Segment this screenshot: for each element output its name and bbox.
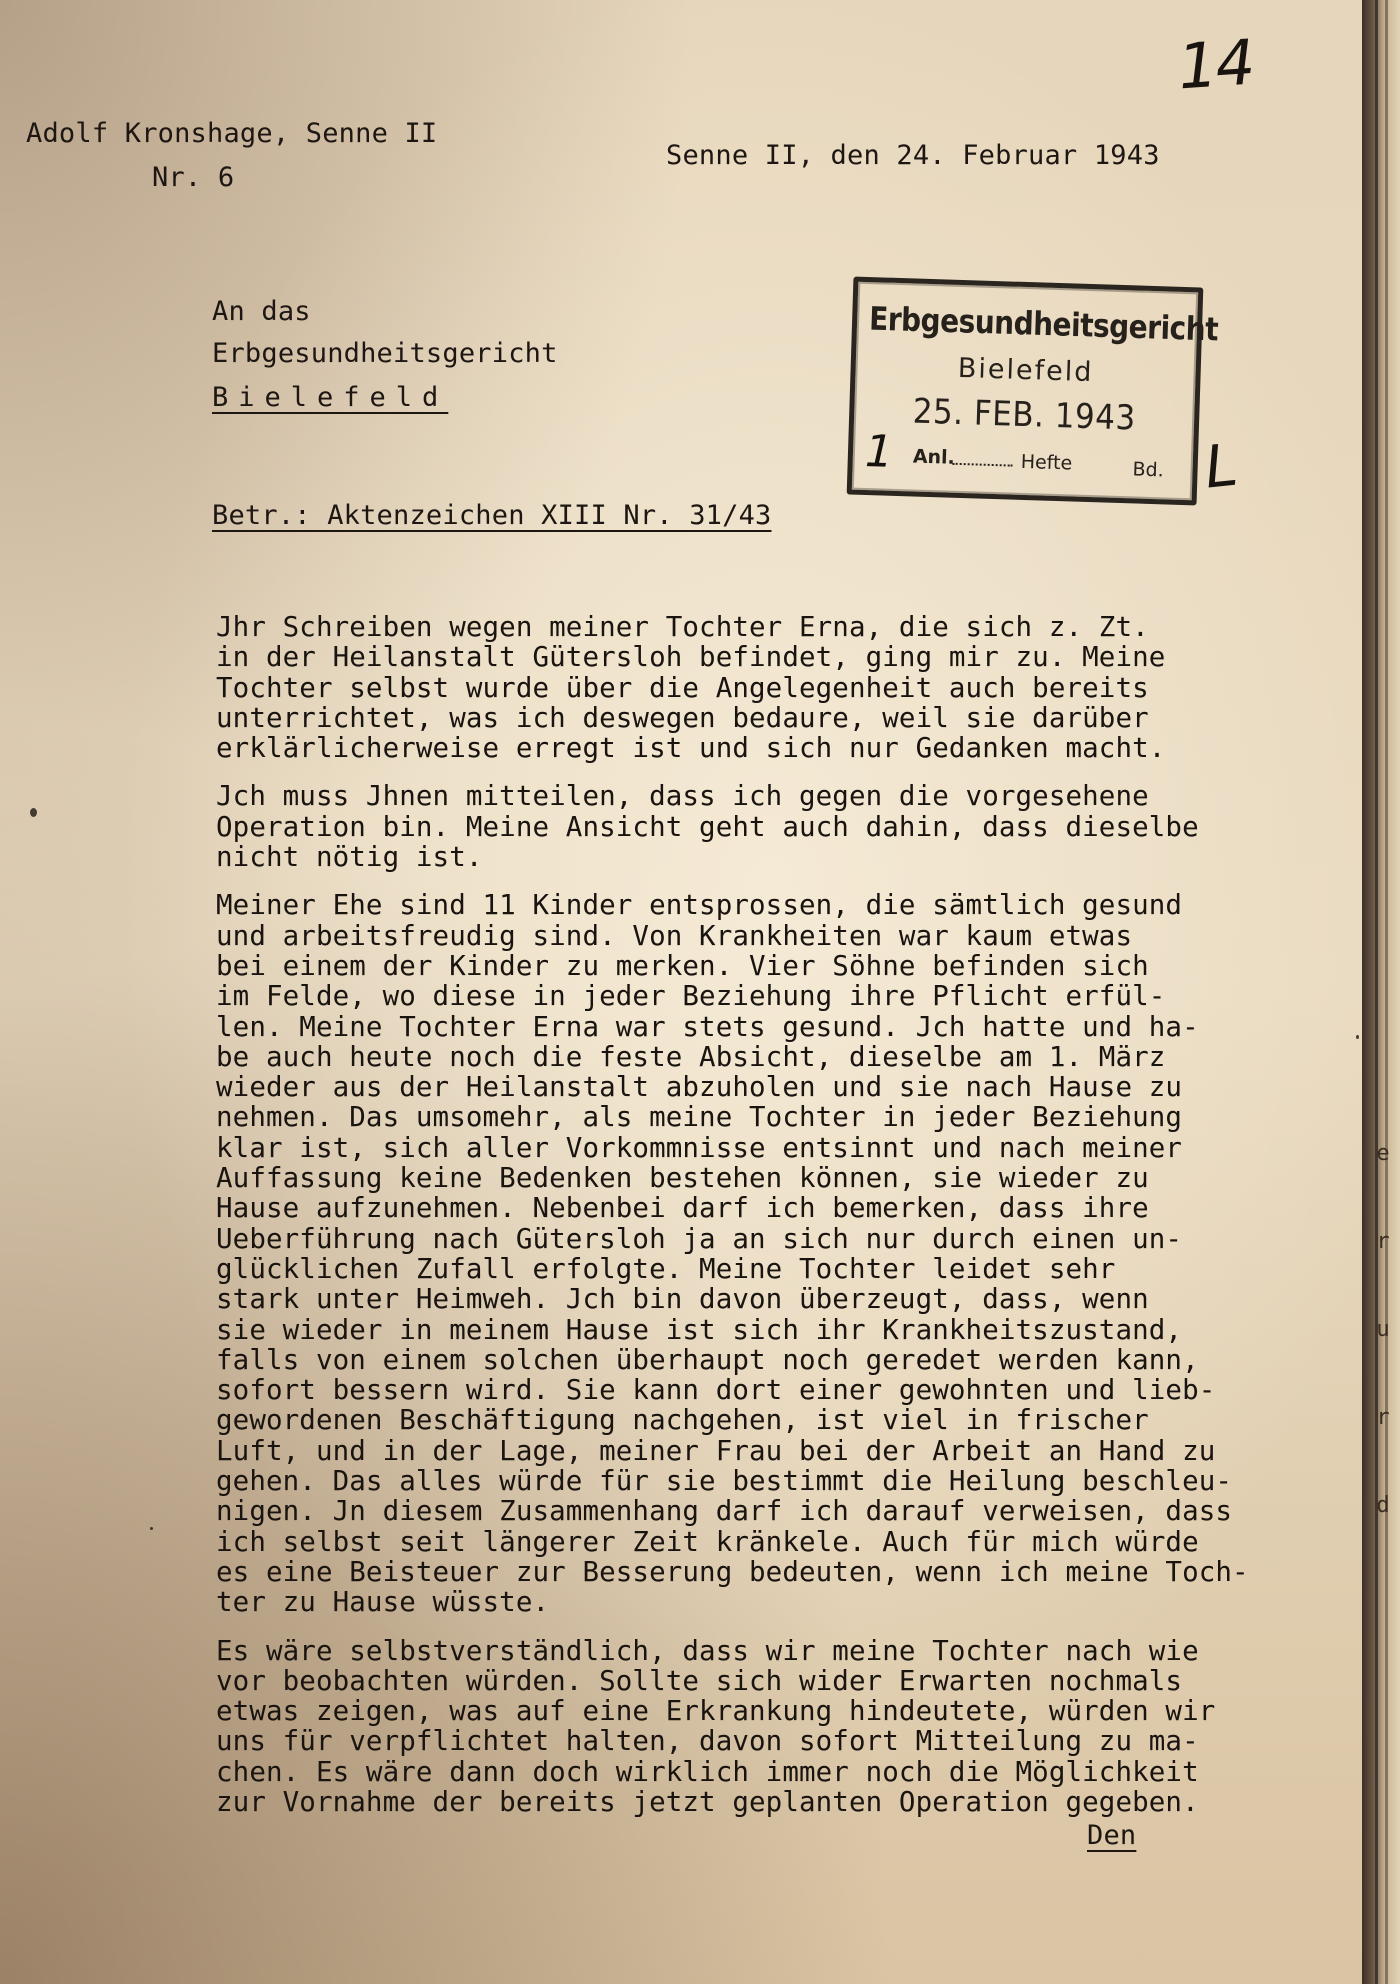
stamp-dotted-line: [953, 463, 1013, 467]
body-line: gehen. Das alles würde für sie bestimmt die Heilung beschleu-: [216, 1465, 1233, 1498]
body-line: falls von einem solchen überhaupt noch geredet werden kann,: [216, 1343, 1199, 1376]
body-line: klar ist, sich aller Vorkommnisse entsinnt und nach meiner: [216, 1131, 1183, 1164]
body-line: chen. Es wäre dann doch wirklich immer noch die Möglichkeit: [216, 1755, 1199, 1788]
body-line: Hause aufzunehmen. Nebenbei darf ich bemerken, dass ihre: [216, 1192, 1149, 1225]
body-line: gewordenen Beschäftigung nachgehen, ist viel in frischer: [216, 1404, 1149, 1437]
letter-body: [216, 612, 1346, 1835]
body-line: etwas zeigen, was auf eine Erkrankung hindeutete, würden wir: [216, 1695, 1216, 1728]
sender-name: Adolf Kronshage, Senne II: [26, 118, 438, 149]
recipient-line-1: An das: [212, 296, 311, 327]
body-line: und arbeitsfreudig sind. Von Krankheiten war kaum etwas: [216, 919, 1133, 952]
edge-letter: e: [1376, 1141, 1390, 1166]
stamp-court-name: Erbgesundheitsgericht: [868, 299, 1219, 349]
edge-letter: r: [1376, 1229, 1390, 1254]
body-line: Luft, und in der Lage, meiner Frau bei der Arbeit an Hand zu: [216, 1434, 1216, 1467]
closing-continuation: Den: [1087, 1820, 1137, 1851]
body-line: zur Vornahme der bereits jetzt geplanten Operation gegeben.: [216, 1785, 1199, 1818]
body-line: Auffassung keine Bedenken bestehen können, sie wieder zu: [216, 1162, 1149, 1195]
body-line: wieder aus der Heilanstalt abzuholen und sie nach Hause zu: [216, 1071, 1183, 1104]
page-number-handwritten: 14: [1175, 25, 1256, 104]
underlying-page-letters: [1372, 1110, 1394, 1550]
body-paragraph: [216, 890, 1346, 1617]
body-line: ter zu Hause wüsste.: [216, 1586, 550, 1619]
ink-speck: [30, 808, 37, 817]
body-line: len. Meine Tochter Erna war stets gesund. Jch hatte und ha-: [216, 1010, 1199, 1043]
body-line: sie wieder in meinem Hause ist sich ihr Krankheitszustand,: [216, 1313, 1183, 1346]
body-line: Meiner Ehe sind 11 Kinder entsprossen, die sämtlich gesund: [216, 889, 1183, 922]
body-line: glücklichen Zufall erfolgte. Meine Tochter leidet sehr: [216, 1252, 1116, 1285]
body-line: stark unter Heimweh. Jch bin davon überzeugt, dass, wenn: [216, 1283, 1149, 1316]
stamp-city: Bielefeld: [957, 352, 1094, 389]
ink-speck: [1356, 1035, 1359, 1039]
stamp-hefte-label: Hefte: [1020, 450, 1073, 475]
body-line: ich selbst seit längerer Zeit kränkele. Auch für mich würde: [216, 1525, 1199, 1558]
paper-edge-line: [1375, 0, 1378, 1984]
ink-speck: [150, 1527, 153, 1530]
margin-mark-handwritten: L: [1201, 430, 1241, 502]
received-stamp: [847, 277, 1219, 506]
edge-letter: r: [1376, 1405, 1390, 1430]
body-line: erklärlicherweise erregt ist und sich nur Gedanken macht.: [216, 732, 1166, 765]
body-line: unterrichtet, was ich deswegen bedaure, weil sie darüber: [216, 701, 1149, 734]
body-line: Jch muss Jhnen mitteilen, dass ich gegen die vorgesehene: [216, 780, 1149, 813]
body-paragraph: [216, 781, 1346, 872]
body-line: Tochter selbst wurde über die Angelegenheit auch bereits: [216, 671, 1149, 704]
body-line: im Felde, wo diese in jeder Beziehung ihre Pflicht erfül-: [216, 980, 1166, 1013]
stamp-bd-label: Bd.: [1132, 458, 1165, 482]
stamp-anl-label: Anl.: [912, 445, 956, 469]
body-line: Jhr Schreiben wegen meiner Tochter Erna, die sich z. Zt.: [216, 611, 1149, 643]
body-line: Ueberführung nach Gütersloh ja an sich nur durch einen un-: [216, 1222, 1183, 1255]
body-paragraph: [216, 1636, 1346, 1818]
stamp-date: 25. FEB. 1943: [912, 391, 1137, 439]
subject-line: Betr.: Aktenzeichen XIII Nr. 31/43: [212, 500, 772, 531]
edge-letter: d: [1376, 1493, 1390, 1518]
body-line: nigen. Jn diesem Zusammenhang darf ich darauf verweisen, dass: [216, 1495, 1233, 1528]
body-line: nehmen. Das umsomehr, als meine Tochter in jeder Beziehung: [216, 1101, 1183, 1134]
body-line: Es wäre selbstverständlich, dass wir meine Tochter nach wie: [216, 1634, 1199, 1667]
dateline: Senne II, den 24. Februar 1943: [666, 140, 1160, 171]
body-line: Operation bin. Meine Ansicht geht auch dahin, dass dieselbe: [216, 810, 1199, 843]
body-line: es eine Beisteuer zur Besserung bedeuten, wenn ich meine Toch-: [216, 1555, 1249, 1588]
body-line: uns für verpflichtet halten, davon sofort Mitteilung zu ma-: [216, 1725, 1199, 1758]
body-line: nicht nötig ist.: [216, 841, 483, 874]
recipient-line-2: Erbgesundheitsgericht: [212, 338, 558, 369]
paper-edge-shadow: [1362, 0, 1400, 1984]
body-line: vor beobachten würden. Sollte sich wider Erwarten nochmals: [216, 1664, 1183, 1697]
body-line: sofort bessern wird. Sie kann dort einer gewohnten und lieb-: [216, 1374, 1216, 1407]
body-paragraph: [216, 612, 1346, 763]
sender-number: Nr. 6: [152, 162, 235, 193]
body-line: in der Heilanstalt Gütersloh befindet, ging mir zu. Meine: [216, 641, 1166, 674]
stamp-footer: [860, 426, 1185, 482]
body-line: bei einem der Kinder zu merken. Vier Söhne befinden sich: [216, 949, 1149, 982]
stamp-attachment-count: 1: [864, 426, 894, 478]
paper-edge-line-2: [1385, 0, 1388, 1984]
edge-letter: u: [1376, 1317, 1390, 1342]
recipient-city: Bielefeld: [212, 382, 449, 413]
body-line: be auch heute noch die feste Absicht, dieselbe am 1. März: [216, 1040, 1166, 1073]
